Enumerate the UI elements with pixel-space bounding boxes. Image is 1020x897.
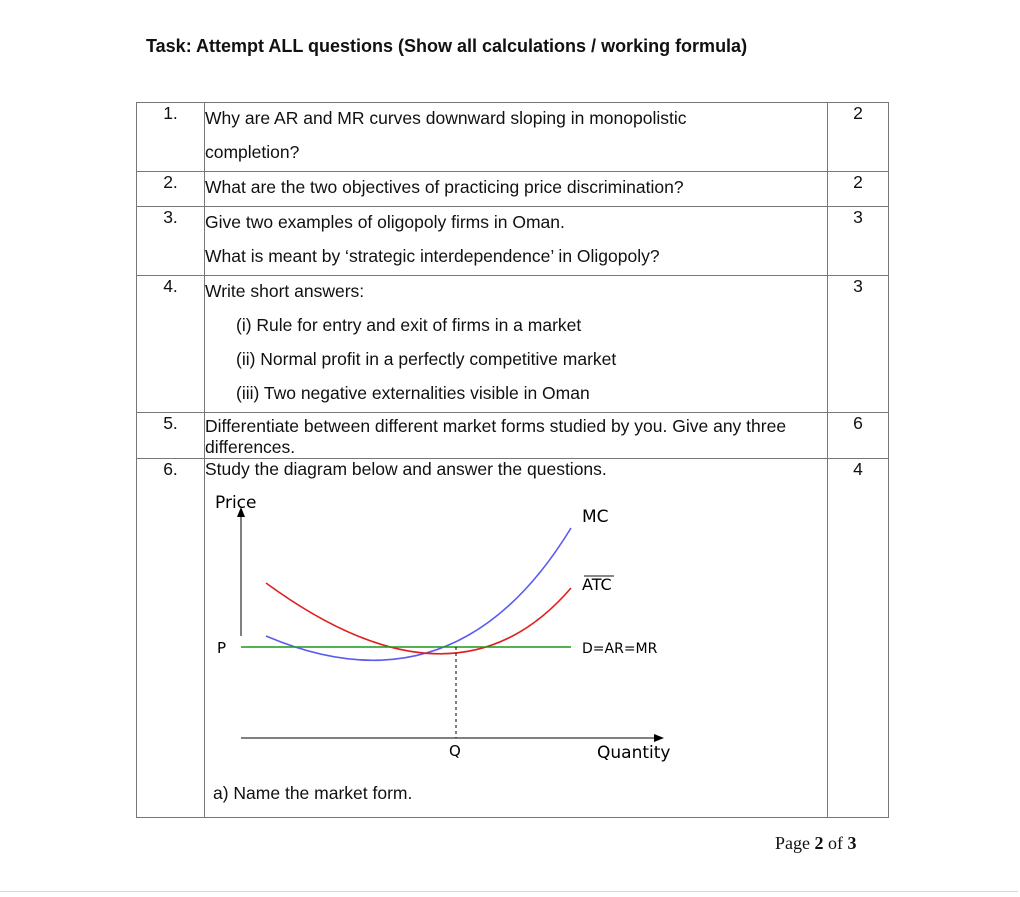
question-line: Write short answers:: [205, 281, 365, 301]
question-line: Give two examples of oligopoly firms in Oman.: [205, 212, 565, 232]
question-row-1: [137, 103, 889, 172]
question-text: [205, 207, 828, 276]
page-total: 3: [847, 833, 857, 853]
question-marks: 3: [828, 207, 889, 276]
question-number: 2.: [137, 172, 205, 207]
question-part-a: a) Name the market form.: [213, 783, 413, 803]
task-title: Task: Attempt ALL questions (Show all calculations / working formula): [146, 36, 748, 56]
question-marks: 3: [828, 276, 889, 413]
question-row-3: [137, 207, 889, 276]
mc-label: MC: [582, 507, 609, 527]
question-number: 3.: [137, 207, 205, 276]
mc-curve: [266, 528, 571, 660]
question-line: Study the diagram below and answer the questions.: [205, 459, 607, 479]
question-line: Differentiate between different market forms studied by you. Give any three differences.: [205, 416, 787, 457]
question-row-4: [137, 276, 889, 413]
question-text: [205, 276, 828, 413]
question-marks: 4: [828, 459, 889, 818]
sub-question: (i) Rule for entry and exit of firms in a market: [236, 315, 582, 335]
page-prefix: Page: [775, 833, 810, 853]
question-marks: 2: [828, 172, 889, 207]
page-number: [775, 833, 857, 854]
question-number: 5.: [137, 413, 205, 459]
cost-curve-diagram: [0, 459, 671, 789]
question-line: completion?: [205, 142, 300, 162]
question-text: [205, 172, 828, 207]
quantity-label: Q: [449, 742, 461, 760]
x-axis-label: Quantity: [597, 743, 671, 763]
question-row-5: [137, 413, 889, 459]
question-marks: 6: [828, 413, 889, 459]
atc-curve: [266, 583, 571, 654]
questions-table: [136, 102, 889, 818]
sub-question: (ii) Normal profit in a perfectly competitive market: [236, 349, 617, 369]
page-of: of: [828, 833, 843, 853]
page-current: 2: [814, 833, 824, 853]
demand-label: D=AR=MR: [582, 641, 658, 657]
question-line: What are the two objectives of practicing price discrimination?: [205, 177, 684, 197]
price-label: P: [217, 639, 227, 657]
y-axis-label: Price: [215, 493, 257, 513]
atc-label: ATC: [582, 575, 612, 594]
question-row-2: [137, 172, 889, 207]
question-number: 4.: [137, 276, 205, 413]
question-text: [205, 459, 828, 818]
question-text: [205, 103, 828, 172]
question-text: [205, 413, 828, 459]
question-line: What is meant by ‘strategic interdependence’ in Oligopoly?: [205, 246, 660, 266]
question-row-6: [137, 459, 889, 818]
question-number: 1.: [137, 103, 205, 172]
question-number: 6.: [137, 459, 205, 818]
question-marks: 2: [828, 103, 889, 172]
sub-question: (iii) Two negative externalities visible in Oman: [236, 383, 590, 403]
question-line: Why are AR and MR curves downward sloping in monopolistic: [205, 108, 687, 128]
